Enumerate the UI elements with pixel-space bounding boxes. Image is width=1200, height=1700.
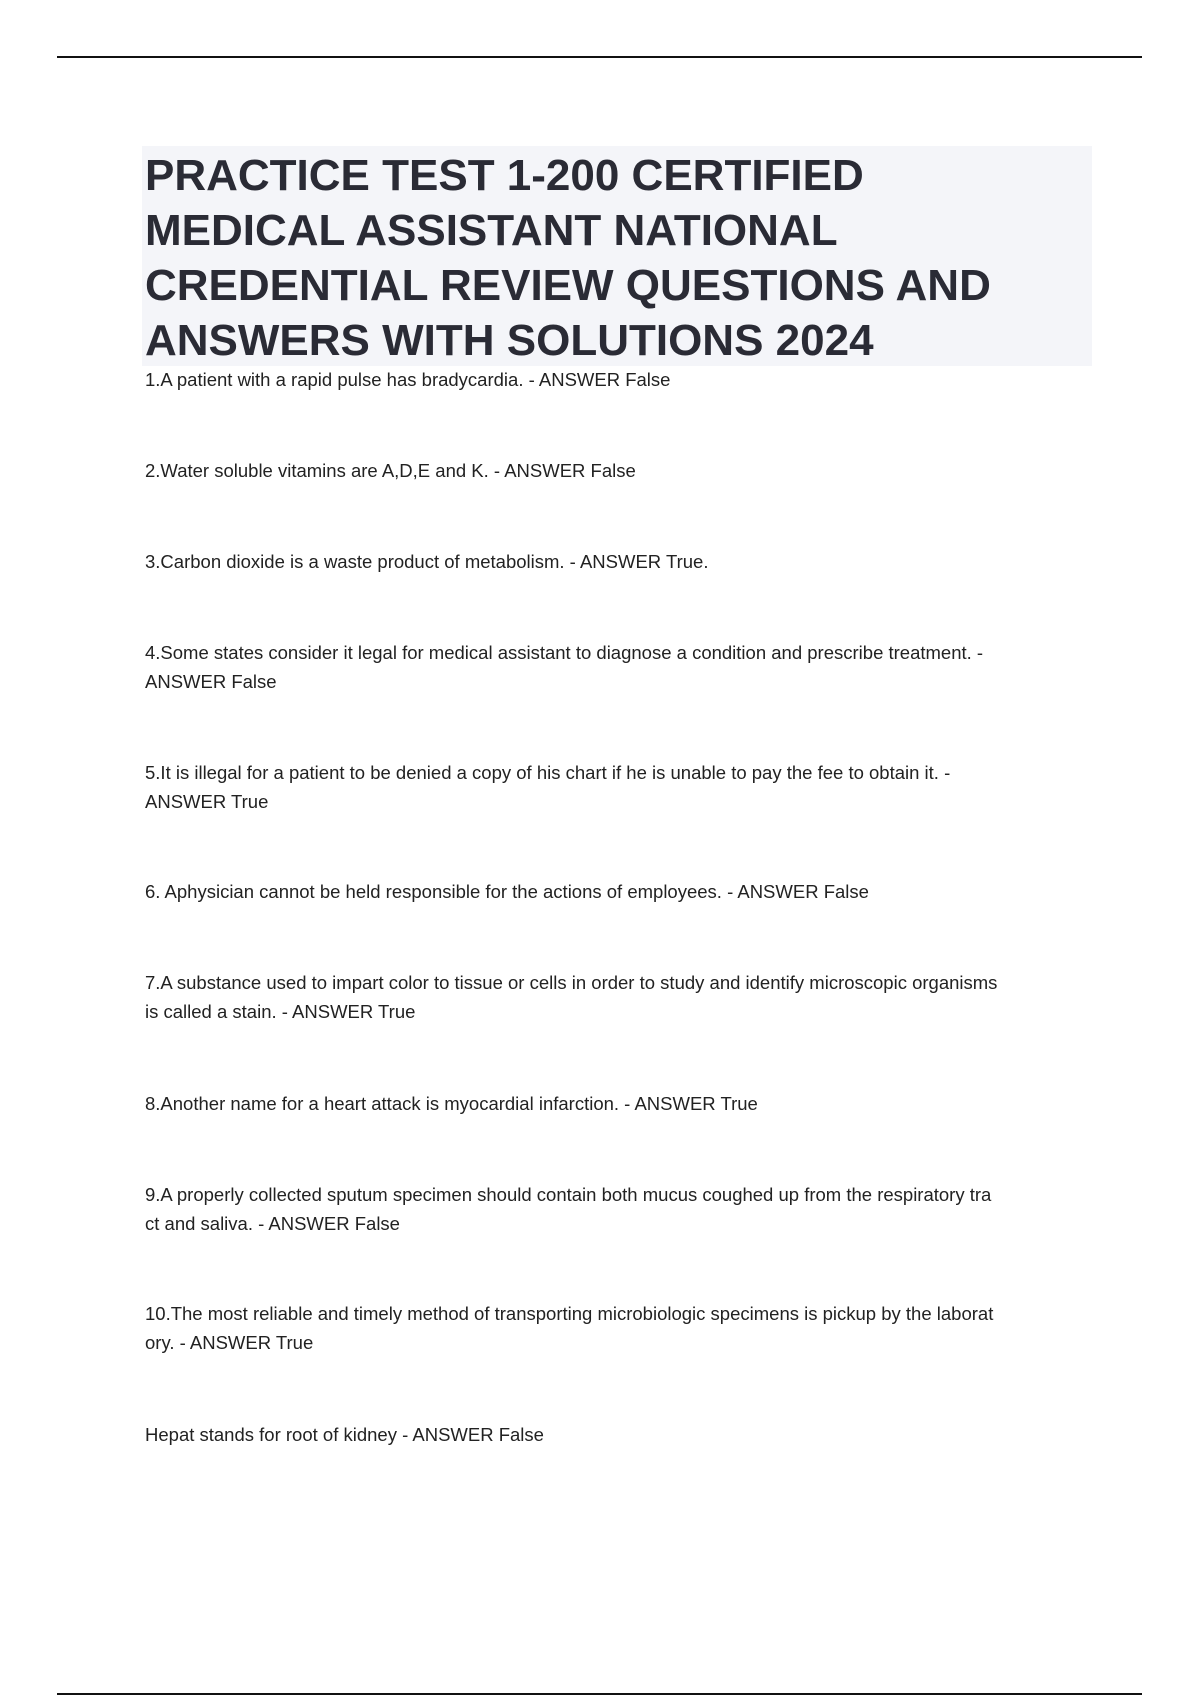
question-item: 5.It is illegal for a patient to be denied a copy of his chart if he is unable to pay the fee to obtain it. - ANSWER True — [145, 762, 951, 812]
title-line: ANSWERS WITH SOLUTIONS 2024 — [145, 316, 874, 365]
title-block — [142, 146, 1092, 366]
question-item: 9.A properly collected sputum specimen should contain both mucus coughed up from the respiratory tra ct and saliva. - ANSWER False — [145, 1184, 992, 1234]
question-item: 3.Carbon dioxide is a waste product of metabolism. - ANSWER True. — [145, 551, 709, 572]
question-item: 10.The most reliable and timely method of transporting microbiologic specimens is pickup by the laborat ory. - ANSWER True — [145, 1303, 994, 1353]
top-rule — [57, 56, 1142, 58]
question-item: 8.Another name for a heart attack is myocardial infarction. - ANSWER True — [145, 1093, 758, 1114]
question-item: Hepat stands for root of kidney - ANSWER False — [145, 1424, 544, 1445]
title-line: MEDICAL ASSISTANT NATIONAL — [145, 206, 838, 255]
question-item: 2.Water soluble vitamins are A,D,E and K. - ANSWER False — [145, 460, 636, 481]
question-item: 1.A patient with a rapid pulse has bradycardia. - ANSWER False — [145, 369, 671, 390]
question-item: 4.Some states consider it legal for medical assistant to diagnose a condition and prescribe treatment. - ANSWER False — [145, 642, 984, 692]
bottom-rule — [57, 1693, 1142, 1695]
document-title — [142, 146, 1092, 368]
title-line: PRACTICE TEST 1-200 CERTIFIED — [145, 151, 864, 200]
question-item: 7.A substance used to impart color to tissue or cells in order to study and identify microscopic organisms is called a stain. - ANSWER True — [145, 972, 998, 1022]
title-line: CREDENTIAL REVIEW QUESTIONS AND — [145, 261, 991, 310]
question-item: 6. Aphysician cannot be held responsible for the actions of employees. - ANSWER False — [145, 881, 869, 902]
